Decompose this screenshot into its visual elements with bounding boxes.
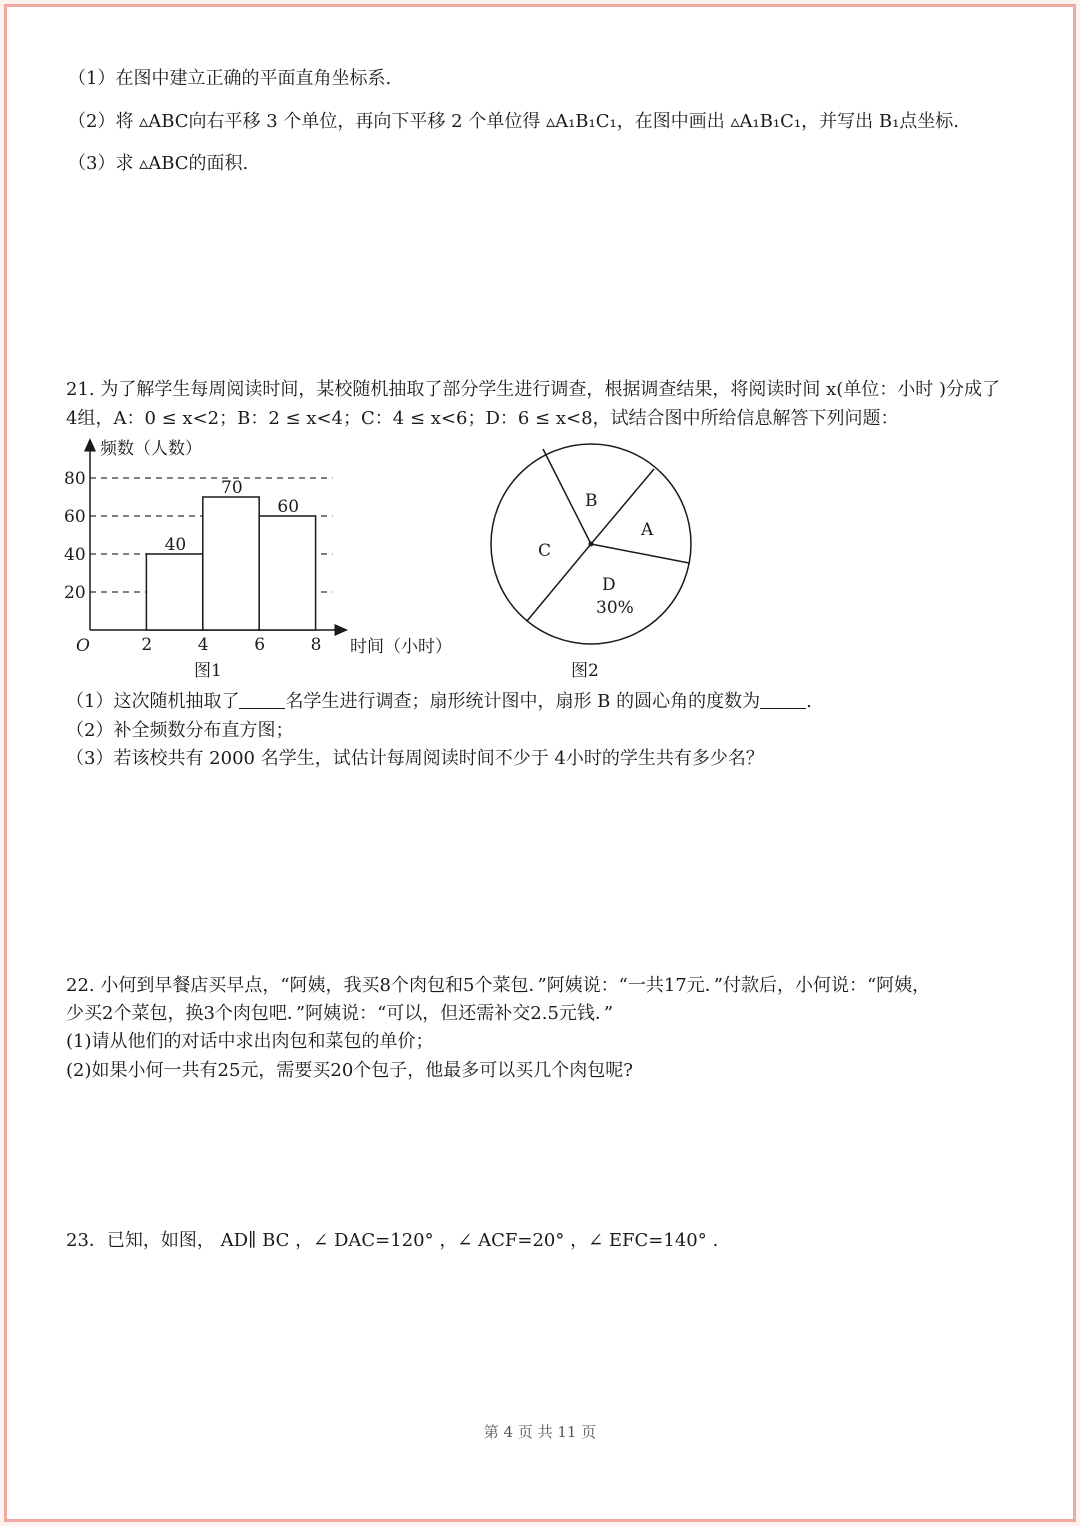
figure2-caption: 图2 — [571, 661, 599, 681]
pie-divider — [543, 449, 591, 544]
q20-part1: （1）在图中建立正确的平面直角坐标系. — [68, 68, 392, 89]
q21-q1-text-a: （1）这次随机抽取了 — [66, 691, 240, 712]
x-axis-title: 时间（小时） — [350, 637, 452, 657]
pie-center — [589, 542, 594, 547]
bar-value-label: 60 — [277, 497, 300, 517]
q21-intro-line1: 21. 为了解学生每周阅读时间，某校随机抽取了部分学生进行调查，根据调查结果，将阅读时间 x(单位：小时 )分成了 — [66, 379, 1000, 400]
x-tick-label: 4 — [197, 635, 209, 655]
q20-part3: （3）求 ▵ABC的面积. — [68, 153, 249, 174]
q21-q1-text-b: 名学生进行调查；扇形统计图中，扇形 B 的圆心角的度数为 — [285, 691, 761, 712]
y-tick-label: 60 — [64, 507, 86, 527]
pie-divider — [527, 544, 591, 621]
y-tick-label: 40 — [64, 545, 86, 565]
histogram-bar — [146, 554, 202, 630]
pie-slice-label-d: D — [602, 575, 616, 595]
origin-label: O — [76, 636, 90, 656]
y-tick-label: 80 — [64, 469, 86, 489]
q22-line3: (1)请从他们的对话中求出肉包和菜包的单价； — [66, 1031, 434, 1052]
pie-figure2 — [480, 432, 710, 682]
q22-line2: 少买2个菜包，换3个肉包吧．”阿姨说：“可以，但还需补交2.5元钱．” — [66, 1003, 614, 1024]
q22-line4: (2)如果小何一共有25元，需要买20个包子，他最多可以买几个肉包呢? — [66, 1060, 633, 1081]
pie-slice-label-c: C — [538, 541, 552, 561]
q21-intro-line2: 4组，A：0 ≤ x<2；B：2 ≤ x<4；C：4 ≤ x<6；D：6 ≤ x<8，试结合图中所给信息解答下列问题： — [66, 408, 899, 429]
bar-value-label: 40 — [164, 535, 187, 555]
q21-q1-text-c: . — [806, 691, 812, 712]
y-tick-label: 20 — [64, 583, 86, 603]
histogram-bar — [203, 497, 259, 630]
x-tick-label: 2 — [141, 635, 153, 655]
pie-slice-percent-d: 30% — [596, 598, 634, 618]
q21-question3: （3）若该校共有 2000 名学生，试估计每周阅读时间不少于 4小时的学生共有多少名？ — [66, 748, 764, 769]
histogram-figure1 — [60, 432, 480, 682]
bar-value-label: 70 — [221, 478, 243, 498]
histogram-bar — [259, 516, 315, 630]
pie-slice-label-b: B — [585, 491, 598, 511]
q21-question1 — [66, 691, 812, 713]
answer-blank[interactable] — [239, 692, 285, 709]
q22-line1: 22. 小何到早餐店买早点，“阿姨，我买8个肉包和5个菜包．”阿姨说：“一共17元．”付款后，小何说：“阿姨， — [66, 975, 931, 996]
q21-question2: （2）补全频数分布直方图； — [66, 720, 294, 741]
answer-blank[interactable] — [760, 692, 806, 709]
figure1-caption: 图1 — [194, 661, 222, 681]
page-number: 第 4 页 共 11 页 — [483, 1423, 597, 1441]
pie-divider — [591, 544, 689, 563]
q23-line1: 23．已知，如图， AD∥ BC ，∠ DAC=120° ，∠ ACF=20° ，∠ EFC=140° . — [66, 1230, 719, 1251]
pie-slice-label-a: A — [641, 520, 654, 540]
x-tick-label: 8 — [310, 635, 322, 655]
q20-part2: （2）将 ▵ABC向右平移 3 个单位，再向下平移 2 个单位得 ▵A₁B₁C₁，在图中画出 ▵A₁B₁C₁，并写出 B₁点坐标. — [68, 111, 960, 132]
y-axis-title: 频数（人数） — [100, 439, 202, 459]
x-tick-label: 6 — [254, 635, 266, 655]
